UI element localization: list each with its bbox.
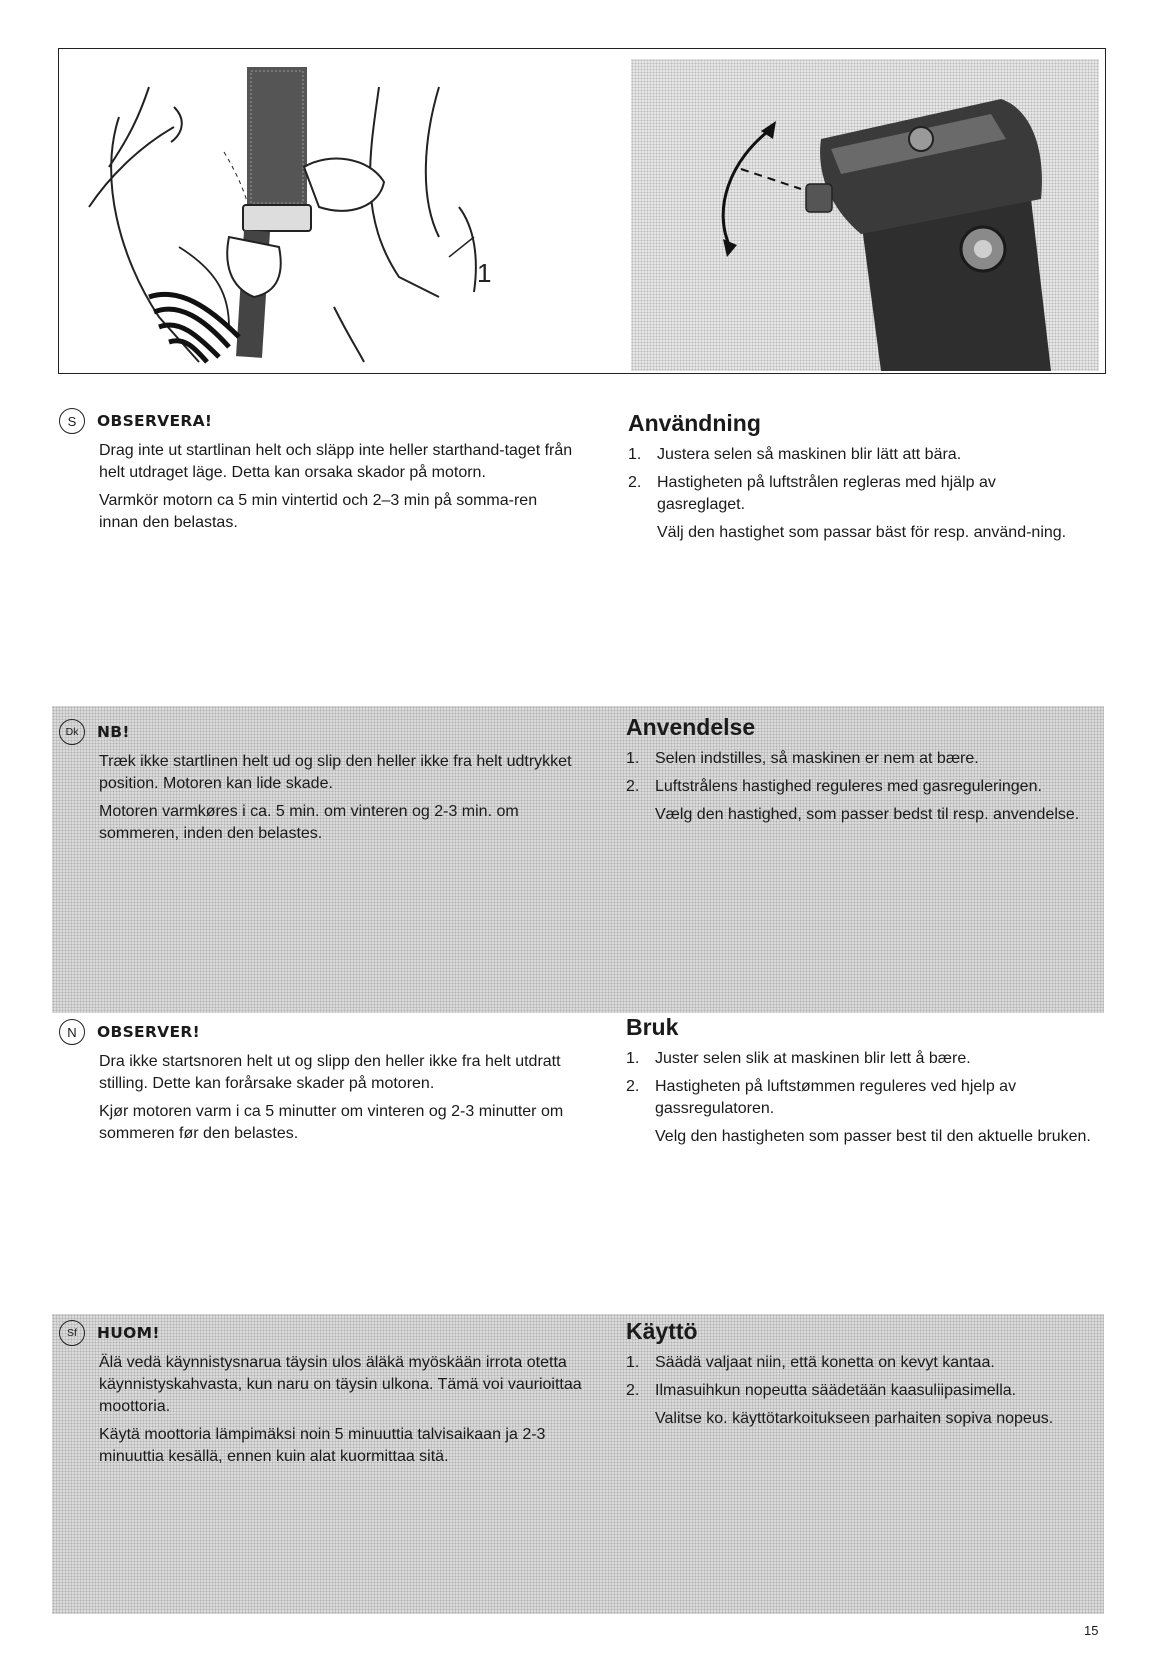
list-item bbox=[626, 776, 1104, 798]
throttle-photo-drawing bbox=[631, 59, 1099, 371]
note-paragraph: Motoren varmkøres i ca. 5 min. om vinteren og 2-3 min. om sommeren, inden den belastes. bbox=[99, 803, 519, 842]
note-title-dk: NB! bbox=[97, 723, 130, 741]
section-heading-sv: Användning bbox=[628, 410, 761, 436]
note-fi bbox=[67, 1320, 589, 1474]
note-dk bbox=[65, 719, 589, 851]
list-item bbox=[626, 1048, 1096, 1070]
note-title-sv: OBSERVERA! bbox=[97, 412, 213, 430]
step-number: 1. bbox=[626, 750, 640, 767]
note-no bbox=[67, 1019, 589, 1151]
usage-no bbox=[626, 1014, 1096, 1148]
step-number: 1. bbox=[626, 1050, 640, 1067]
list-item bbox=[628, 472, 1088, 516]
step-text: Ilmasuihkun nopeutta säädetään kaasuliipasimella. bbox=[655, 1382, 1017, 1399]
step-text: Luftstrålens hastighed reguleres med gasreguleringen. bbox=[655, 778, 1042, 795]
step-text: Juster selen slik at maskinen blir lett å bære. bbox=[655, 1050, 971, 1067]
list-item bbox=[626, 748, 1104, 770]
step-subtext: Välj den hastighet som passar bäst för resp. använd-ning. bbox=[657, 524, 1067, 541]
language-badge-sv: S bbox=[59, 408, 85, 434]
note-title-no: OBSERVER! bbox=[97, 1023, 200, 1041]
harness-illustration bbox=[79, 57, 519, 367]
step-subtext: Valitse ko. käyttötarkoitukseen parhaiten sopiva nopeus. bbox=[655, 1410, 1054, 1427]
note-paragraph: Varmkör motorn ca 5 min vintertid och 2–3 min på somma-ren innan den belastas. bbox=[99, 492, 538, 531]
step-number: 2. bbox=[626, 1382, 640, 1399]
language-badge-no: N bbox=[59, 1019, 85, 1045]
section-heading-dk: Anvendelse bbox=[626, 714, 756, 740]
note-paragraph: Kjør motoren varm i ca 5 minutter om vinteren og 2-3 minutter om sommeren før den belastes. bbox=[99, 1103, 564, 1142]
step-subtext: Velg den hastigheten som passer best til den aktuelle bruken. bbox=[655, 1128, 1091, 1145]
page-number: 15 bbox=[1084, 1623, 1099, 1638]
step-text: Hastigheten på luftstømmen reguleres ved hjelp av gassregulatoren. bbox=[655, 1078, 1017, 1117]
language-badge-dk: Dk bbox=[59, 719, 85, 745]
note-paragraph: Dra ikke startsnoren helt ut og slipp den heller ikke fra helt utdratt stilling. Dette kan forårsake skader på motoren. bbox=[99, 1053, 561, 1092]
step-text: Hastigheten på luftstrålen regleras med hjälp av gasreglaget. bbox=[657, 474, 996, 513]
step-text: Justera selen så maskinen blir lätt att bära. bbox=[657, 446, 962, 463]
step-number: 2. bbox=[626, 1078, 640, 1095]
throttle-photo bbox=[631, 59, 1099, 371]
usage-sv bbox=[628, 410, 1088, 544]
list-item bbox=[626, 1380, 1096, 1402]
step-number: 1. bbox=[626, 1354, 640, 1371]
section-heading-fi: Käyttö bbox=[626, 1318, 698, 1344]
note-sv bbox=[67, 408, 579, 540]
step-number: 1. bbox=[628, 446, 642, 463]
note-paragraph: Käytä moottoria lämpimäksi noin 5 minuuttia talvisaikaan ja 2-3 minuuttia kesällä, ennen kuin alat kuormittaa sitä. bbox=[99, 1426, 546, 1465]
list-item bbox=[626, 1352, 1096, 1374]
figure-frame bbox=[58, 48, 1106, 374]
list-item bbox=[628, 444, 1088, 466]
step-text: Selen indstilles, så maskinen er nem at bære. bbox=[655, 750, 979, 767]
section-heading-no: Bruk bbox=[626, 1014, 679, 1040]
note-paragraph: Älä vedä käynnistysnarua täysin ulos äläkä myöskään irrota otetta käynnistyskahvasta, kun naru on täysin ulkona. Tämä voi vaurioittaa moottoria. bbox=[99, 1354, 582, 1415]
step-text: Säädä valjaat niin, että konetta on kevyt kantaa. bbox=[655, 1354, 995, 1371]
note-paragraph: Drag inte ut startlinan helt och släpp inte heller starthand-taget från helt utdraget läge. Detta kan orsaka skador på motorn. bbox=[99, 442, 573, 481]
usage-fi bbox=[626, 1318, 1096, 1430]
step-subtext: Vælg den hastighed, som passer bedst til resp. anvendelse. bbox=[655, 806, 1080, 823]
step-number: 2. bbox=[628, 474, 642, 491]
list-item bbox=[626, 1076, 1096, 1120]
figure-callout-label: 1 bbox=[477, 258, 492, 288]
note-paragraph: Træk ikke startlinen helt ud og slip den heller ikke fra helt udtrykket position. Motoren kan lide skade. bbox=[99, 753, 572, 792]
step-number: 2. bbox=[626, 778, 640, 795]
note-title-fi: HUOM! bbox=[97, 1324, 160, 1342]
language-badge-fi: Sf bbox=[59, 1320, 85, 1346]
usage-dk bbox=[626, 714, 1104, 826]
